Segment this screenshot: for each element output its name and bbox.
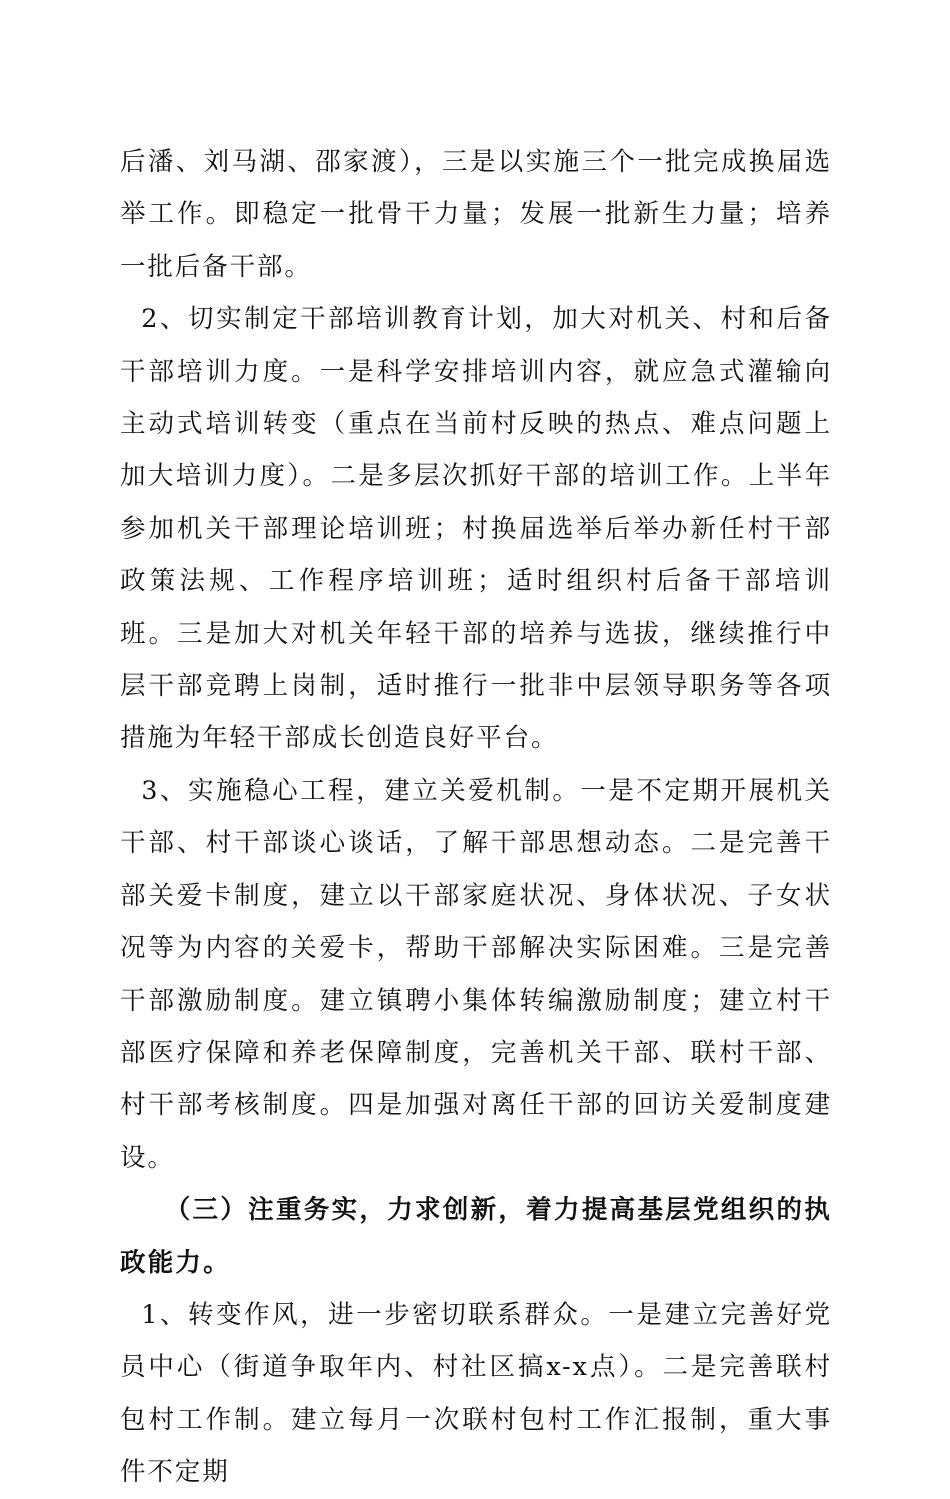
paragraph-item-3: 3、实施稳心工程，建立关爱机制。一是不定期开展机关干部、村干部谈心谈话，了解干部思想动态。二是完善干部关爱卡制度，建立以干部家庭状况、身体状况、子女状况等为内容的关爱卡，帮助干部解决实际困难。三是完善干部激励制度。建立镇聘小集体转编激励制度；建立村干部医疗保障和养老保障制度，完善机关干部、联村干部、村干部考核制度。四是加强对离任干部的回访关爱制度建设。: [120, 775, 832, 1173]
document-body: [120, 136, 832, 1499]
paragraph-item-1: 1、转变作风，进一步密切联系群众。一是建立完善好党员中心（街道争取年内、村社区搞x-x点）。二是完善联村包村工作制。建立每月一次联村包村工作汇报制，重大事件不定期: [120, 1299, 832, 1488]
paragraph-continuation: 后潘、刘马湖、邵家渡），三是以实施三个一批完成换届选举工作。即稳定一批骨干力量；发展一批新生力量；培养一批后备干部。: [120, 147, 832, 282]
section-heading-3: （三）注重务实，力求创新，着力提高基层党组织的执政能力。: [120, 1195, 833, 1278]
paragraph-item-2: 2、切实制定干部培训教育计划，加大对机关、村和后备干部培训力度。一是科学安排培训内容，就应急式灌输向主动式培训转变（重点在当前村反映的热点、难点问题上加大培训力度）。二是多层次抓好干部的培训工作。上半年参加机关干部理论培训班；村换届选举后举办新任村干部政策法规、工作程序培训班；适时组织村后备干部培训班。三是加大对机关年轻干部的培养与选拔，继续推行中层干部竞聘上岗制，适时推行一批非中层领导职务等各项措施为年轻干部成长创造良好平台。: [120, 304, 832, 754]
